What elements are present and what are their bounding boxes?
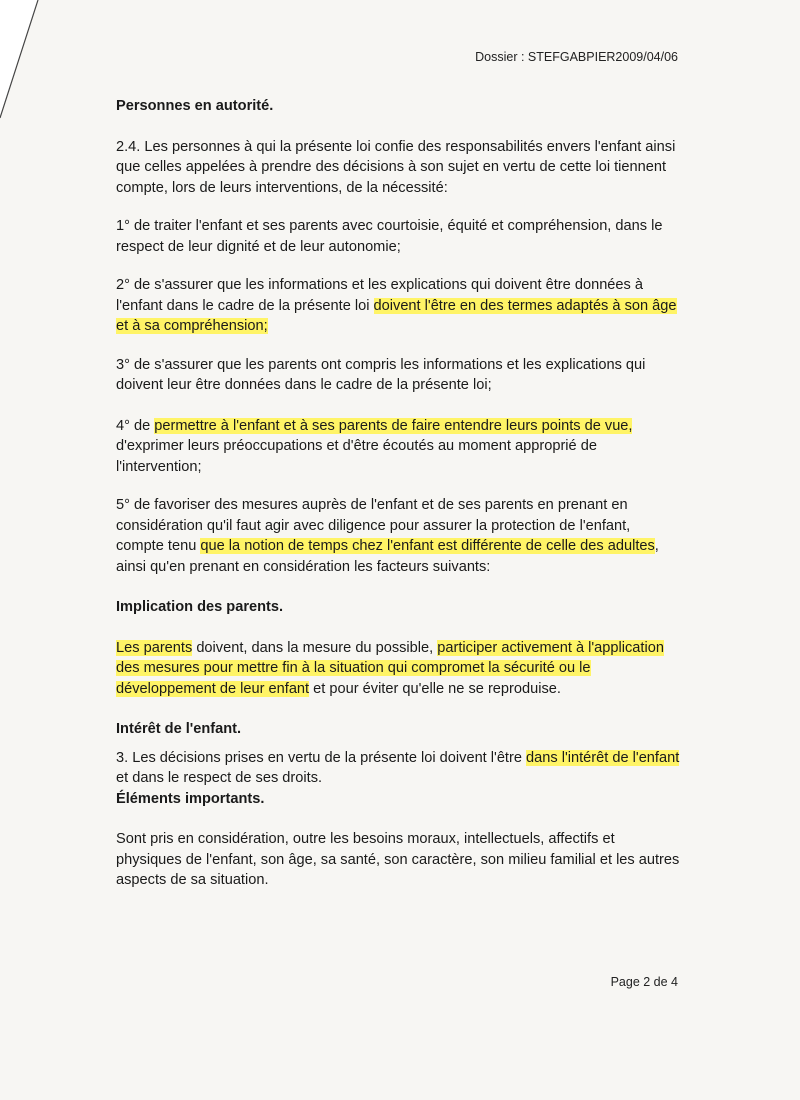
dossier-reference: Dossier : STEFGABPIER2009/04/06 bbox=[475, 50, 678, 64]
item-4-text-start: 4° de bbox=[116, 417, 155, 434]
item-2-highlight: doivent l'être en des termes adaptés à son âge et à sa compréhension; bbox=[116, 297, 677, 334]
heading-interet-de-l-enfant: Intérêt de l'enfant. bbox=[116, 721, 242, 737]
item-4-text-end: d'exprimer leurs préoccupations et d'être écoutés au moment approprié de l'intervention; bbox=[116, 438, 597, 475]
implication-text-1: doivent, dans la mesure du possible, bbox=[192, 639, 438, 656]
paragraph-3-text-start: 3. Les décisions prises en vertu de la présente loi doivent l'être bbox=[116, 749, 527, 766]
paragraph-3-text-end: et dans le respect de ses droits. bbox=[116, 770, 323, 786]
heading-elements-importants: Éléments importants. bbox=[116, 790, 265, 807]
paragraph-elements: Sont pris en considération, outre les besoins moraux, intellectuels, affectifs et physiques de l'enfant, son âge, sa santé, son caractère, son milieu familial et les autres aspects de sa situation. bbox=[116, 831, 680, 888]
item-2-text: 2° de s'assurer que les informations et les explications qui doivent être données à l'enfant dans le cadre de la présente loi bbox=[116, 277, 644, 314]
item-3: 3° de s'assurer que les parents ont compris les informations et les explications qui doivent leur être données dans le cadre de la présente loi; bbox=[116, 356, 646, 393]
item-5-highlight: que la notion de temps chez l'enfant est différente de celle des adultes bbox=[200, 538, 655, 554]
item-5 bbox=[116, 495, 682, 577]
item-5-text-start: 5° de favoriser des mesures auprès de l'enfant et de ses parents en prenant en considération qu'il faut agir avec diligence pour assurer la protection de l'enfant, compte tenu bbox=[116, 497, 631, 554]
heading-personnes-en-autorite: Personnes en autorité. bbox=[116, 98, 274, 114]
page-number: Page 2 de 4 bbox=[610, 975, 678, 989]
page-corner-fold bbox=[0, 0, 40, 120]
document-body bbox=[116, 96, 682, 891]
paragraph-3 bbox=[116, 748, 682, 789]
implication-highlight-2: participer activement à l'application des mesures pour mettre fin à la situation qui compromet la sécurité ou le développement de leur enfant bbox=[116, 639, 664, 697]
heading-implication-des-parents: Implication des parents. bbox=[116, 599, 284, 615]
item-2 bbox=[116, 275, 682, 337]
paragraph-implication bbox=[116, 638, 682, 700]
item-4-highlight: permettre à l'enfant et à ses parents de faire entendre leurs points de vue, bbox=[154, 417, 633, 434]
paragraph-3-highlight: dans l'intérêt de l'enfant bbox=[526, 749, 680, 766]
implication-text-2: et pour éviter qu'elle ne se reproduise. bbox=[309, 680, 561, 697]
item-1: 1° de traiter l'enfant et ses parents avec courtoisie, équité et compréhension, dans le respect de leur dignité et de leur autonomie; bbox=[116, 218, 663, 255]
paragraph-2-4-intro: 2.4. Les personnes à qui la présente loi confie des responsabilités envers l'enfant ainsi que celles appelées à prendre des décisions à son sujet en vertu de cette loi tiennent compte, lors de leurs interventions, de la nécessité: bbox=[116, 138, 676, 196]
item-4 bbox=[116, 416, 682, 478]
item-5-text-end: , ainsi qu'en prenant en considération les facteurs suivants: bbox=[116, 538, 659, 575]
implication-highlight-1: Les parents bbox=[116, 639, 193, 656]
